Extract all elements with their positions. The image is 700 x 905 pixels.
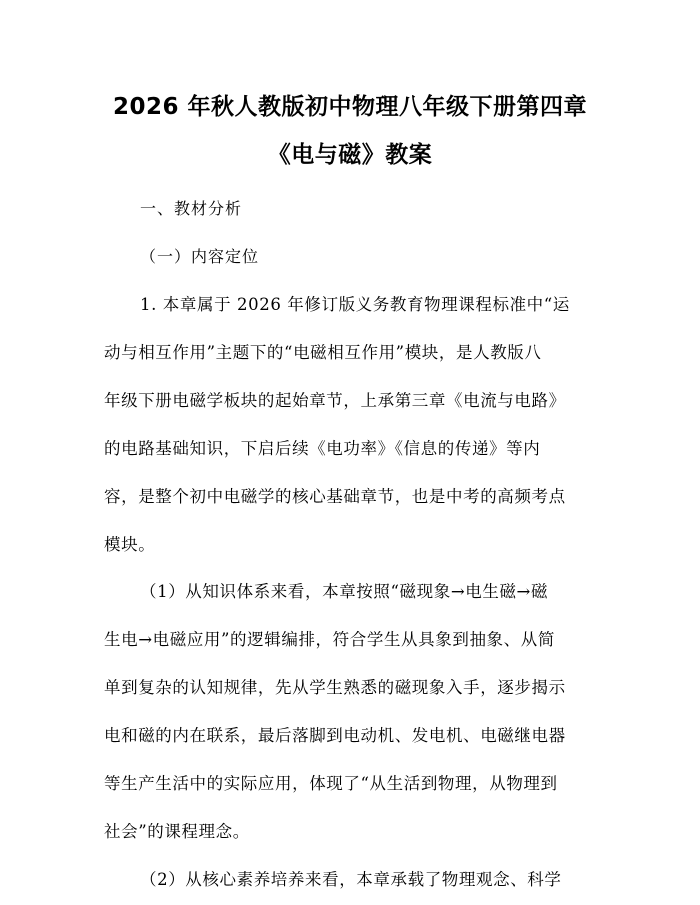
- paragraph-line: 生电→电磁应用”的逻辑编排，符合学生从具象到抽象、从简: [104, 630, 555, 649]
- document-title-line-2: 《电与磁》教案: [267, 142, 433, 168]
- paragraph-line: 单到复杂的认知规律，先从学生熟悉的磁现象入手，逐步揭示: [104, 678, 566, 697]
- paragraph-line: 模块。: [104, 535, 156, 554]
- paragraph-line: 容，是整个初中电磁学的核心基础章节，也是中考的高频考点: [104, 487, 566, 506]
- paragraph-line: 年级下册电磁学板块的起始章节，上承第三章《电流与电路》: [104, 391, 566, 410]
- paragraph-line: 的电路基础知识，下启后续《电功率》《信息的传递》等内: [104, 439, 541, 458]
- paragraph-line: 动与相互作用”主题下的“电磁相互作用”模块，是人教版八: [104, 343, 542, 362]
- paragraph-line: 1. 本章属于 2026 年修订版义务教育物理课程标准中“运: [140, 295, 570, 314]
- paragraph-line: （1）从知识体系来看，本章按照“磁现象→电生磁→磁: [140, 582, 549, 601]
- document-title-line-1: 2026 年秋人教版初中物理八年级下册第四章: [112, 94, 588, 120]
- subsection-heading: （一）内容定位: [140, 247, 260, 266]
- section-heading: 一、教材分析: [140, 199, 243, 218]
- paragraph-line: 等生产生活中的实际应用，体现了“从生活到物理，从物理到: [104, 774, 558, 793]
- paragraph-line: （2）从核心素养培养来看，本章承载了物理观念、科学: [140, 870, 562, 889]
- paragraph-line: 电和磁的内在联系，最后落脚到电动机、发电机、电磁继电器: [104, 726, 566, 745]
- paragraph-line: 社会”的课程理念。: [104, 822, 250, 841]
